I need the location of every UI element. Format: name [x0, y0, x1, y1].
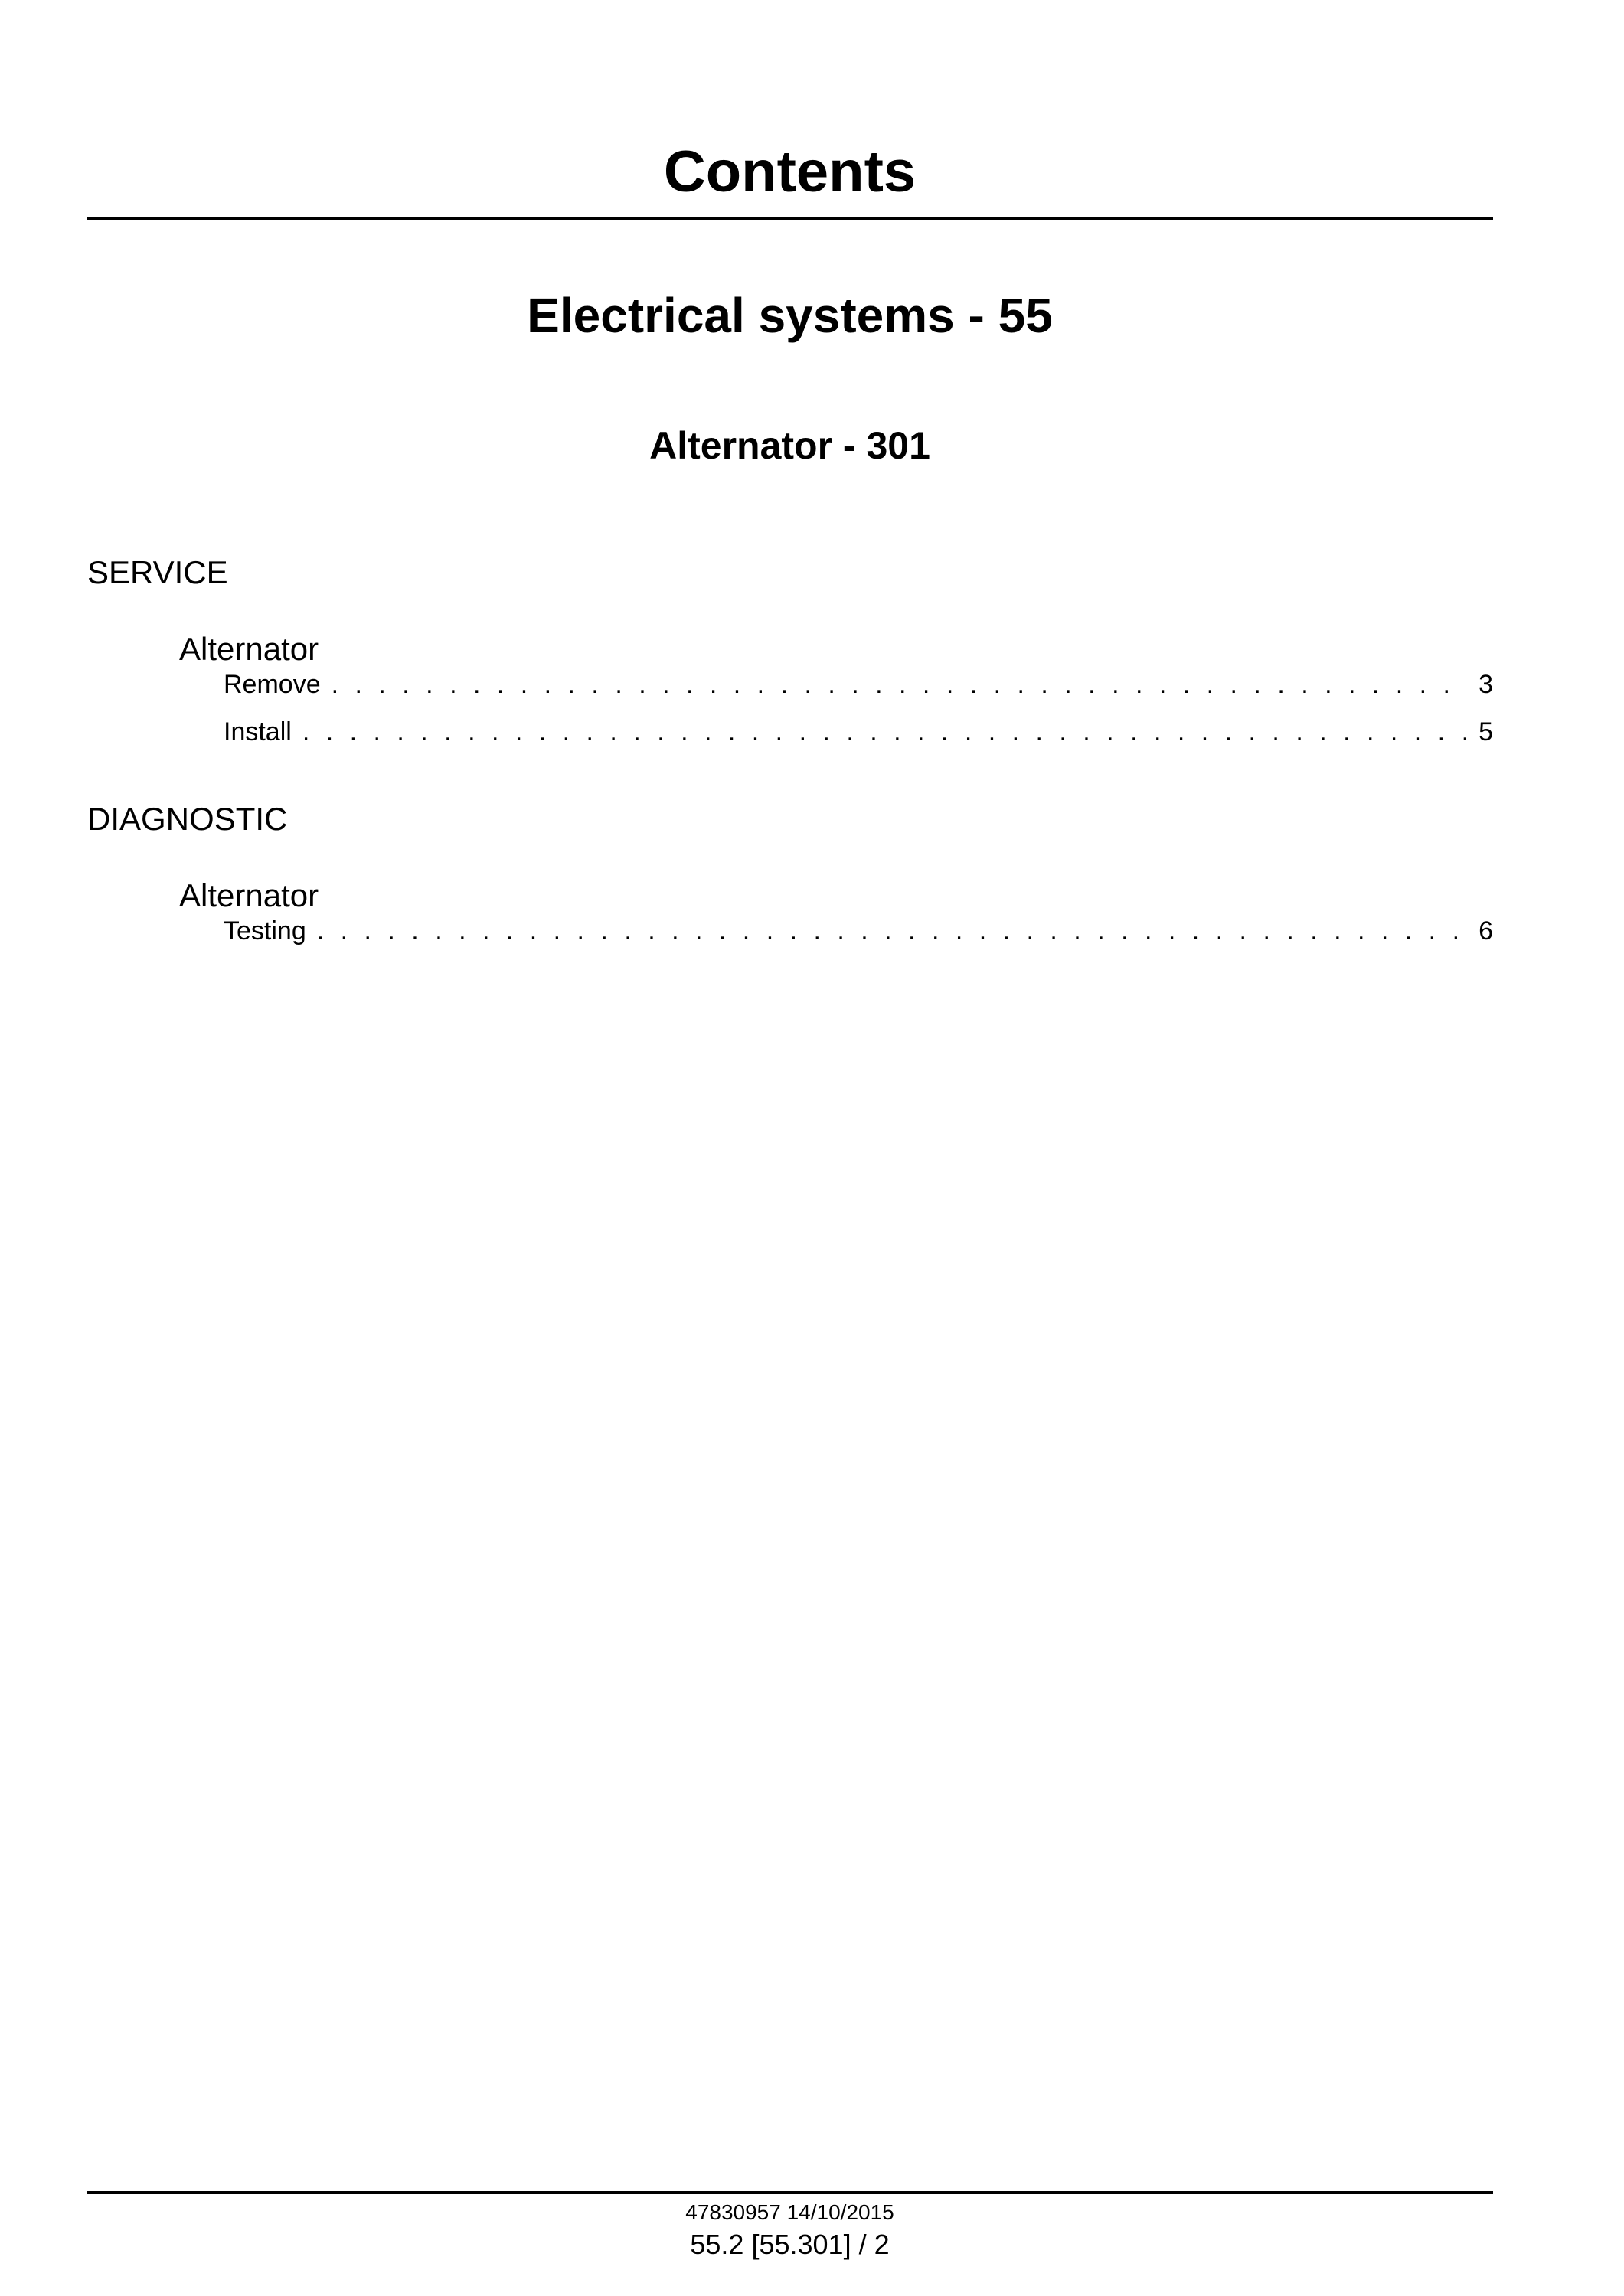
footer-divider: [87, 2191, 1493, 2194]
toc-dot-leader: [317, 914, 1468, 948]
toc-dot-leader: [332, 668, 1468, 701]
toc-entry-label: Testing: [224, 916, 306, 946]
header-divider: [87, 217, 1493, 220]
toc-entry-page: 3: [1479, 670, 1493, 699]
section-title: Alternator - 301: [649, 424, 930, 467]
footer-document-reference: 47830957 14/10/2015: [685, 2200, 894, 2224]
toc-entry-testing[interactable]: [224, 914, 1493, 948]
toc-topic-heading-alternator: Alternator: [179, 631, 319, 667]
toc-entry-page: 6: [1479, 916, 1493, 946]
page-title: Contents: [663, 139, 917, 204]
toc-entry-page: 5: [1479, 717, 1493, 746]
toc-entry-remove[interactable]: [224, 668, 1493, 701]
toc-group-heading-diagnostic: DIAGNOSTIC: [87, 801, 288, 837]
toc-entry-label: Install: [224, 717, 292, 746]
toc-topic-heading-alternator: Alternator: [179, 877, 319, 913]
footer-page-reference: 55.2 [55.301] / 2: [690, 2229, 890, 2260]
toc-entry-install[interactable]: [224, 715, 1493, 749]
toc-dot-leader: [302, 715, 1468, 749]
toc-entry-label: Remove: [224, 670, 321, 699]
toc-group-heading-service: SERVICE: [87, 554, 228, 590]
chapter-title: Electrical systems - 55: [527, 288, 1053, 343]
